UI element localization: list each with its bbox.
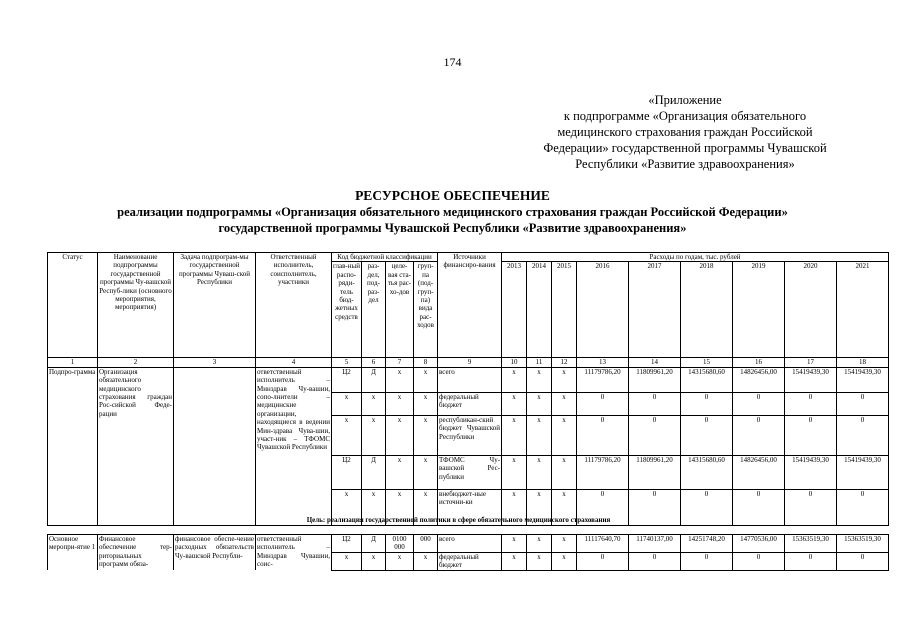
col-number: 4 [256,358,332,367]
expense-cell: х [502,489,527,525]
header-year: 2020 [785,262,837,358]
funding-source: всего [438,367,502,392]
expense-cell: х [502,535,527,553]
appendix-line: «Приложение [648,93,722,107]
expense-cell: х [552,392,577,415]
budget-code-cell: х [362,553,386,571]
budget-code-cell: Ц2 [332,535,362,553]
expense-cell: 0 [785,392,837,415]
header-code: раз-дел, под-раз-дел [362,262,386,358]
col-number: 11 [527,358,552,367]
header-code: груп-па (под-груп-па) вида рас-ходов [414,262,438,358]
header-year: 2017 [629,262,681,358]
budget-code-cell: х [362,415,386,455]
header-year: 2016 [577,262,629,358]
budget-code-cell: х [414,392,438,415]
expense-cell: х [527,455,552,489]
budget-code-cell: Д [362,455,386,489]
col-number: 15 [681,358,733,367]
col-number: 13 [577,358,629,367]
col-number: 8 [414,358,438,367]
expense-cell: 15419439,30 [837,367,889,392]
appendix-line: Федерации» государственной программы Чувашской [543,141,827,155]
col-number: 10 [502,358,527,367]
expense-cell: 0 [837,392,889,415]
budget-code-cell: Ц2 [332,455,362,489]
budget-code-cell: х [414,553,438,571]
expense-cell: 14251748,20 [681,535,733,553]
budget-code-cell: х [362,489,386,525]
expense-cell: 0 [577,415,629,455]
budget-code-cell: х [414,415,438,455]
col-number: 16 [733,358,785,367]
expense-cell: х [502,415,527,455]
budget-code-cell: х [332,392,362,415]
appendix-line: медицинского страхования граждан Российской [557,125,813,139]
expense-cell: х [552,535,577,553]
budget-code-cell: х [414,455,438,489]
expense-cell: 11117640,70 [577,535,629,553]
expense-cell: х [527,553,552,571]
expense-cell: 15419439,30 [785,367,837,392]
budget-code-cell: х [386,553,414,571]
table-row [48,535,889,553]
header-code: целе-вая ста-тья рас-хо-дов [386,262,414,358]
funding-source: внебюджет-ные источни-ки [438,489,502,525]
expense-cell: х [527,392,552,415]
expense-cell: 0 [629,489,681,525]
expense-cell: 15419439,30 [785,455,837,489]
goal-statement: Цель: реализация государственной политики в сфере обязательного медицинского страхования [306,516,611,524]
funding-source: федеральный бюджет [438,392,502,415]
expense-cell: х [552,367,577,392]
row-name: Финансовое обеспечение тер-риториальных программ обяза- [98,535,174,571]
budget-code-cell: х [332,415,362,455]
row-task: финансовое обеспе-чение расходных обязательств Чу-вашской Республи- [174,535,256,571]
document-title [0,188,905,236]
row-responsible: ответственный исполнитель – Минздрав Чу-вашии, сопо-лнители – медицинские организации, находящиеся в ведении Мин-здрава Чува-шии, участ-ник – ТФОМС Чувашской Республики [256,367,332,525]
col-number: 2 [98,358,174,367]
col-number: 5 [332,358,362,367]
expense-cell: 0 [577,392,629,415]
expense-cell: х [552,455,577,489]
funding-source: всего [438,535,502,553]
expense-cell: х [527,415,552,455]
row-status: Основное меропри-ятие 1 [48,535,98,571]
title-line-3: государственной программы Чувашской Республики «Развитие здравоохранения» [218,221,687,235]
table-row [48,367,889,392]
expense-cell: 11809961,20 [629,367,681,392]
expense-cell: 0 [681,553,733,571]
header-row [48,253,889,262]
header-year: 2021 [837,262,889,358]
expense-cell: 0 [785,415,837,455]
expense-cell: 0 [629,553,681,571]
expense-cell: 11179786,20 [577,367,629,392]
row-name: Организация обязательного медицинского страхования граждан Рос-сийской Феде-рации [98,367,174,525]
expense-cell: 14770536,00 [733,535,785,553]
expense-cell: 0 [837,415,889,455]
expense-cell: х [527,535,552,553]
expense-cell: х [552,415,577,455]
expense-cell: 15363519,30 [837,535,889,553]
expense-cell: 0 [733,553,785,571]
expense-cell: 0 [733,489,785,525]
expense-cell: 0 [837,489,889,525]
budget-code-cell: Д [362,367,386,392]
header-year: 2018 [681,262,733,358]
budget-code-cell: х [332,489,362,525]
expense-cell: 15363519,30 [785,535,837,553]
title-line-1: РЕСУРСНОЕ ОБЕСПЕЧЕНИЕ [355,188,550,203]
expense-cell: 0 [681,489,733,525]
col-number: 17 [785,358,837,367]
expense-cell: х [552,489,577,525]
budget-code-cell: 0100 000 [386,535,414,553]
budget-code-cell: х [414,489,438,525]
header-year: 2014 [527,262,552,358]
col-number: 14 [629,358,681,367]
header-expenses: Расходы по годам, тыс. рублей [502,253,889,262]
budget-code-cell: х [386,392,414,415]
expense-cell: 14826456,00 [733,455,785,489]
budget-code-cell: х [414,367,438,392]
column-number-row [48,358,889,367]
expense-cell: х [502,392,527,415]
row-responsible: ответственный исполнитель – Минздрав Чувашии, соис- [256,535,332,571]
expense-cell: 0 [577,489,629,525]
header-year: 2019 [733,262,785,358]
budget-code-cell: х [386,415,414,455]
header-name: Наименование подпрограммы государственной программы Чу-вашской Респуб-лики (основного мероприятия, мероприятия) [98,253,174,358]
expense-cell: х [502,455,527,489]
appendix-line: к подпрограмме «Организация обязательного [563,109,807,123]
expense-cell: 14315680,60 [681,367,733,392]
expense-cell: 0 [785,489,837,525]
budget-code-cell: х [362,392,386,415]
row-task [174,367,256,525]
event-section [48,535,889,571]
subprogram-section [48,367,889,525]
expense-cell: 0 [577,553,629,571]
budget-code-cell: х [386,489,414,525]
budget-code-cell: 000 [414,535,438,553]
col-number: 6 [362,358,386,367]
budget-code-cell: х [332,553,362,571]
header-sources: Источники финансиро-вания [438,253,502,358]
appendix-line: Республики «Развитие здравоохранения» [575,157,795,171]
expense-cell: 0 [733,415,785,455]
header-year: 2013 [502,262,527,358]
expense-cell: 0 [629,415,681,455]
header-responsible: Ответственный исполнитель, соисполнитель, участники [256,253,332,358]
expense-cell: 14826456,00 [733,367,785,392]
funding-source: федеральный бюджет [438,553,502,571]
expense-cell: 0 [681,415,733,455]
expense-cell: 0 [629,392,681,415]
header-budget-code: Код бюджетной классификации [332,253,438,262]
col-number: 18 [837,358,889,367]
row-status: Подпро-грамма [48,367,98,525]
budget-code-cell: Ц2 [332,367,362,392]
header-status: Статус [48,253,98,358]
col-number: 3 [174,358,256,367]
expense-cell: х [527,367,552,392]
funding-source: республикан-ский бюджет Чувашской Республики [438,415,502,455]
col-number: 12 [552,358,577,367]
title-line-2: реализации подпрограммы «Организация обязательного медицинского страхования граждан Российской Федерации» [117,205,788,219]
expense-cell: х [502,553,527,571]
expense-cell: 11179786,20 [577,455,629,489]
col-number: 9 [438,358,502,367]
appendix-note [520,92,850,172]
budget-code-cell: х [386,455,414,489]
header-code: глав-ный распо-ряди-тель бюд-жетных средств [332,262,362,358]
expense-cell: 14315680,60 [681,455,733,489]
expense-cell: х [552,553,577,571]
expense-cell: 0 [837,553,889,571]
header-task: Задача подпрограм-мы государственной программы Чуваш-ской Республики [174,253,256,358]
page-number: 174 [443,55,462,69]
expense-cell: 11740137,00 [629,535,681,553]
resource-table [47,252,889,526]
expense-cell: 11809961,20 [629,455,681,489]
expense-cell: х [527,489,552,525]
expense-cell: 0 [733,392,785,415]
expense-cell: 0 [785,553,837,571]
expense-cell: 15419439,30 [837,455,889,489]
event-table [47,534,889,571]
budget-code-cell: х [386,367,414,392]
funding-source: ТФОМС Чу-вашской Рес-публики [438,455,502,489]
col-number: 7 [386,358,414,367]
col-number: 1 [48,358,98,367]
expense-cell: х [502,367,527,392]
expense-cell: 0 [681,392,733,415]
budget-code-cell: Д [362,535,386,553]
header-year: 2015 [552,262,577,358]
